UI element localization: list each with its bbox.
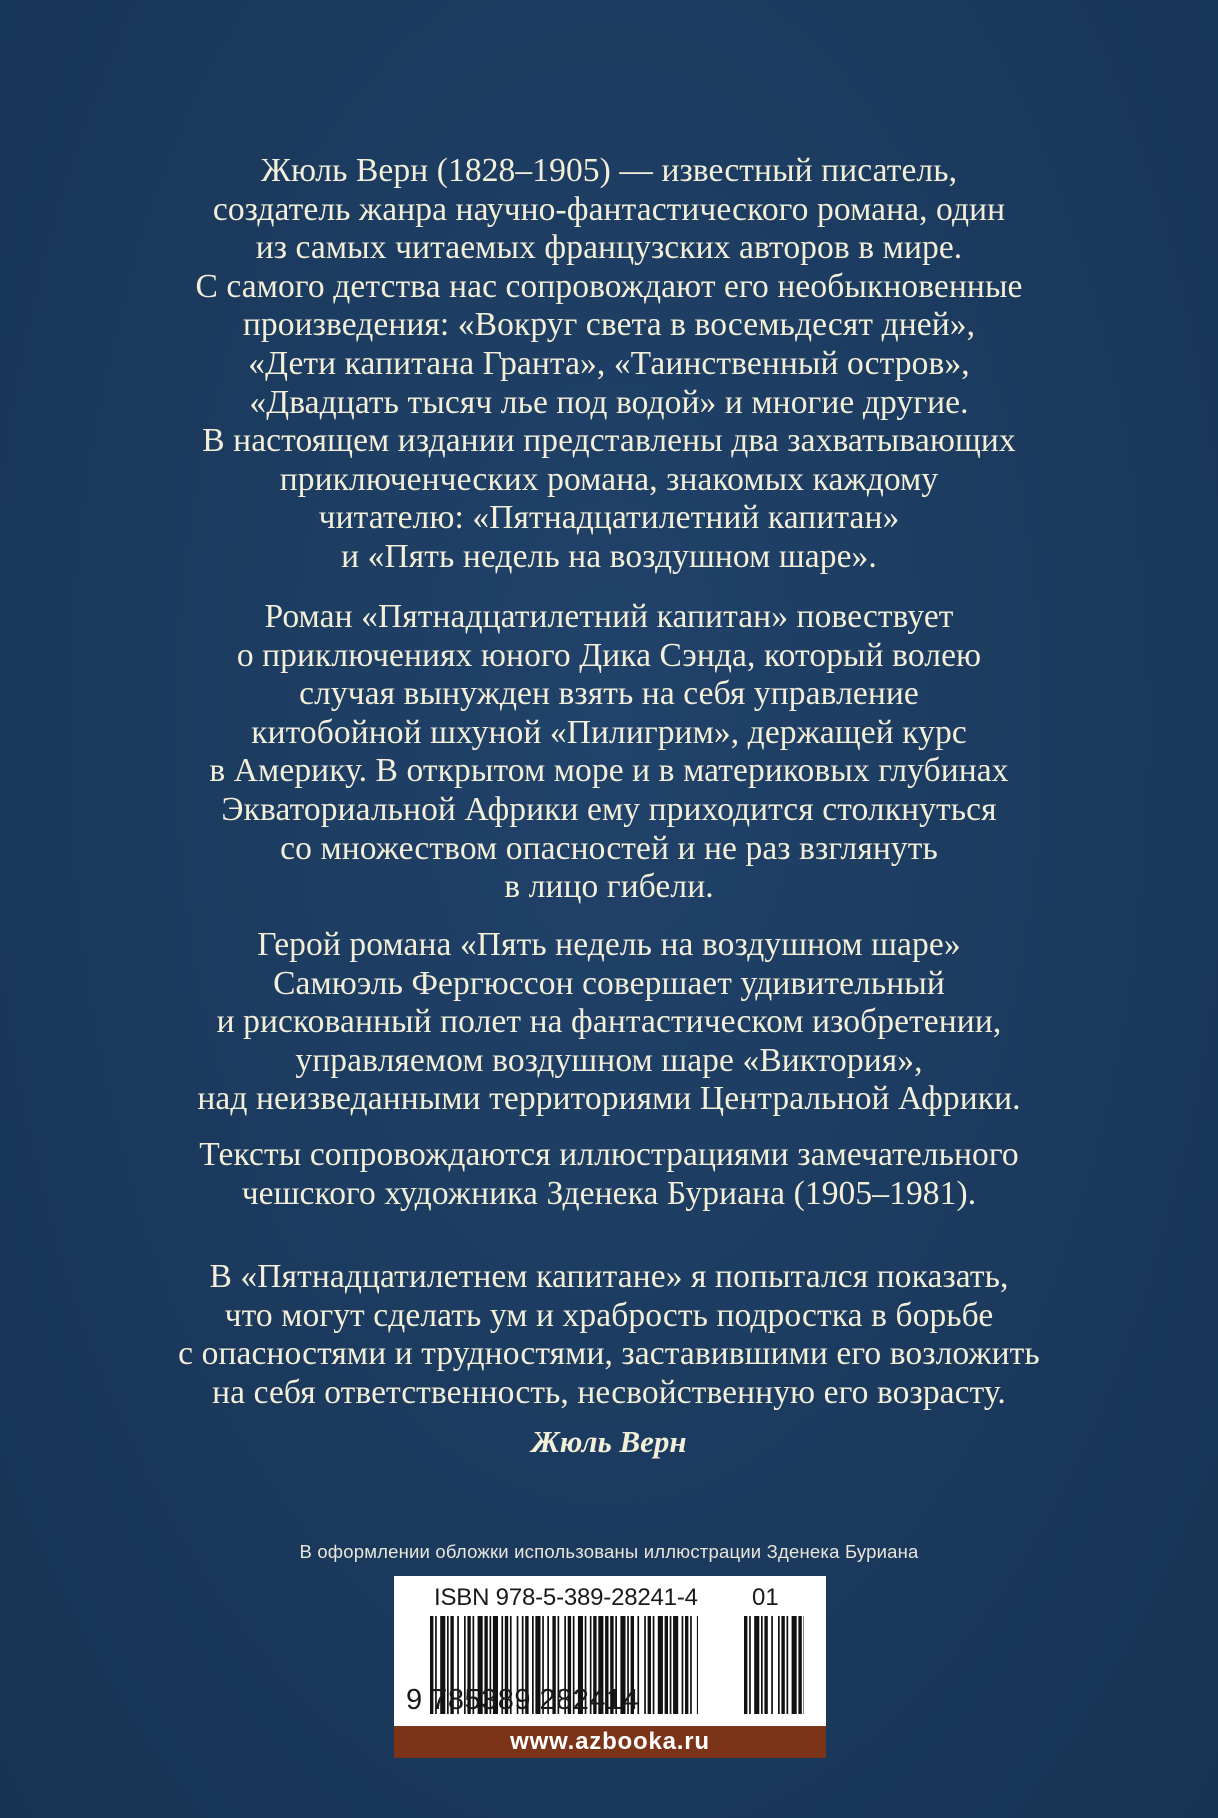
ean-digits: 9 785389 282414 [406,1684,640,1716]
barcode-bar [670,1616,672,1714]
text-line: С самого детства нас сопровождают его необыкновенные [195,267,1023,305]
text-line: Тексты сопровождаются иллюстрациями замечательного [199,1136,1019,1173]
text-line: чешского художника Зденека Буриана (1905–1981). [241,1174,977,1212]
text-line: Самюэль Фергюссон совершает удивительный [273,964,945,1002]
text-line: случая вынужден взять на себя управление [299,675,919,713]
text-line: «Дети капитана Гранта», «Таинственный остров», [248,344,970,382]
text-line: со множеством опасностей и не раз взглянуть [280,829,938,867]
barcode-bar [690,1616,692,1714]
description-paragraph-3 [0,926,1218,1119]
barcode-bar [697,1616,698,1714]
barcode-bar [653,1616,655,1714]
text-line: в Америку. В открытом море и в материковых глубинах [209,752,1009,790]
text-line: из самых читаемых французских авторов в мире. [255,229,963,267]
description-paragraph-1 [0,152,1218,577]
barcode-bar [764,1616,767,1714]
barcode-bar [792,1616,797,1714]
text-line: читателю: «Пятнадцатилетний капитан» [318,499,900,537]
text-line: «Двадцать тысяч лье под водой» и многие другие. [249,383,969,421]
barcode-bar [778,1616,780,1714]
text-line: Роман «Пятнадцатилетний капитан» повествует [264,598,954,635]
barcode-bar [804,1616,805,1714]
text-line: и рискованный полет на фантастическом изобретении, [216,1003,1002,1041]
publisher-website: www.azbooka.ru [394,1726,826,1758]
isbn-addon: 01 [752,1584,779,1611]
barcode-bar [754,1616,759,1714]
quote-line: с опасностями и трудностями, заставившими его возложить [178,1335,1040,1373]
text-line: в лицо гибели. [504,868,714,906]
barcode-bar [648,1616,651,1714]
text-line: создатель жанра научно-фантастического романа, один [212,190,1006,228]
text-line: Экваториальной Африки ему приходится столкнуться [221,790,997,828]
description-paragraph-2 [0,598,1218,907]
author-quote [0,1258,1218,1412]
text-line: управляемом воздушном шаре «Виктория», [295,1041,923,1079]
barcode-bar [744,1616,747,1714]
barcode-bar [658,1616,663,1714]
barcode-bar [781,1616,784,1714]
text-line: китобойной шхуной «Пилигрим», держащей курс [251,713,967,751]
text-line: над неизведанными территориями Центральной Африки. [197,1080,1021,1118]
barcode-bar [685,1616,688,1714]
quote-line: на себя ответственность, несвойственную его возрасту. [212,1373,1006,1411]
quote-line: В «Пятнадцатилетнем капитане» я попытался показать, [209,1258,1009,1295]
barcode-bar [798,1616,801,1714]
cover-illustration-credit: В оформлении обложки использованы иллюстрации Зденека Буриана [299,1541,919,1562]
barcode-bar [787,1616,789,1714]
description-paragraph-4 [0,1136,1218,1213]
text-line: Жюль Верн (1828–1905) — известный писатель, [260,152,958,189]
barcode-bar [749,1616,751,1714]
text-line: В настоящем издании представлены два захватывающих [202,422,1016,460]
text-line: и «Пять недель на воздушном шаре». [341,537,877,575]
barcode-bar [682,1616,684,1714]
isbn-barcode [394,1576,826,1758]
barcode-bar [673,1616,678,1714]
text-line: произведения: «Вокруг света в восемьдесят дней», [242,306,976,344]
barcode-bar [644,1616,646,1714]
text-line: Герой романа «Пять недель на воздушном шаре» [257,926,961,963]
isbn-label: ISBN 978-5-389-28241-4 [434,1584,698,1611]
barcode-bar [771,1616,773,1714]
barcode-bar [665,1616,668,1714]
quote-signature: Жюль Верн [531,1424,687,1459]
text-line: о приключениях юного Дика Сэнда, который волею [236,636,982,674]
barcode-bar [761,1616,763,1714]
text-line: приключенческих романа, знакомых каждому [279,460,939,498]
quote-line: что могут сделать ум и храбрость подростка в борьбе [224,1296,994,1334]
